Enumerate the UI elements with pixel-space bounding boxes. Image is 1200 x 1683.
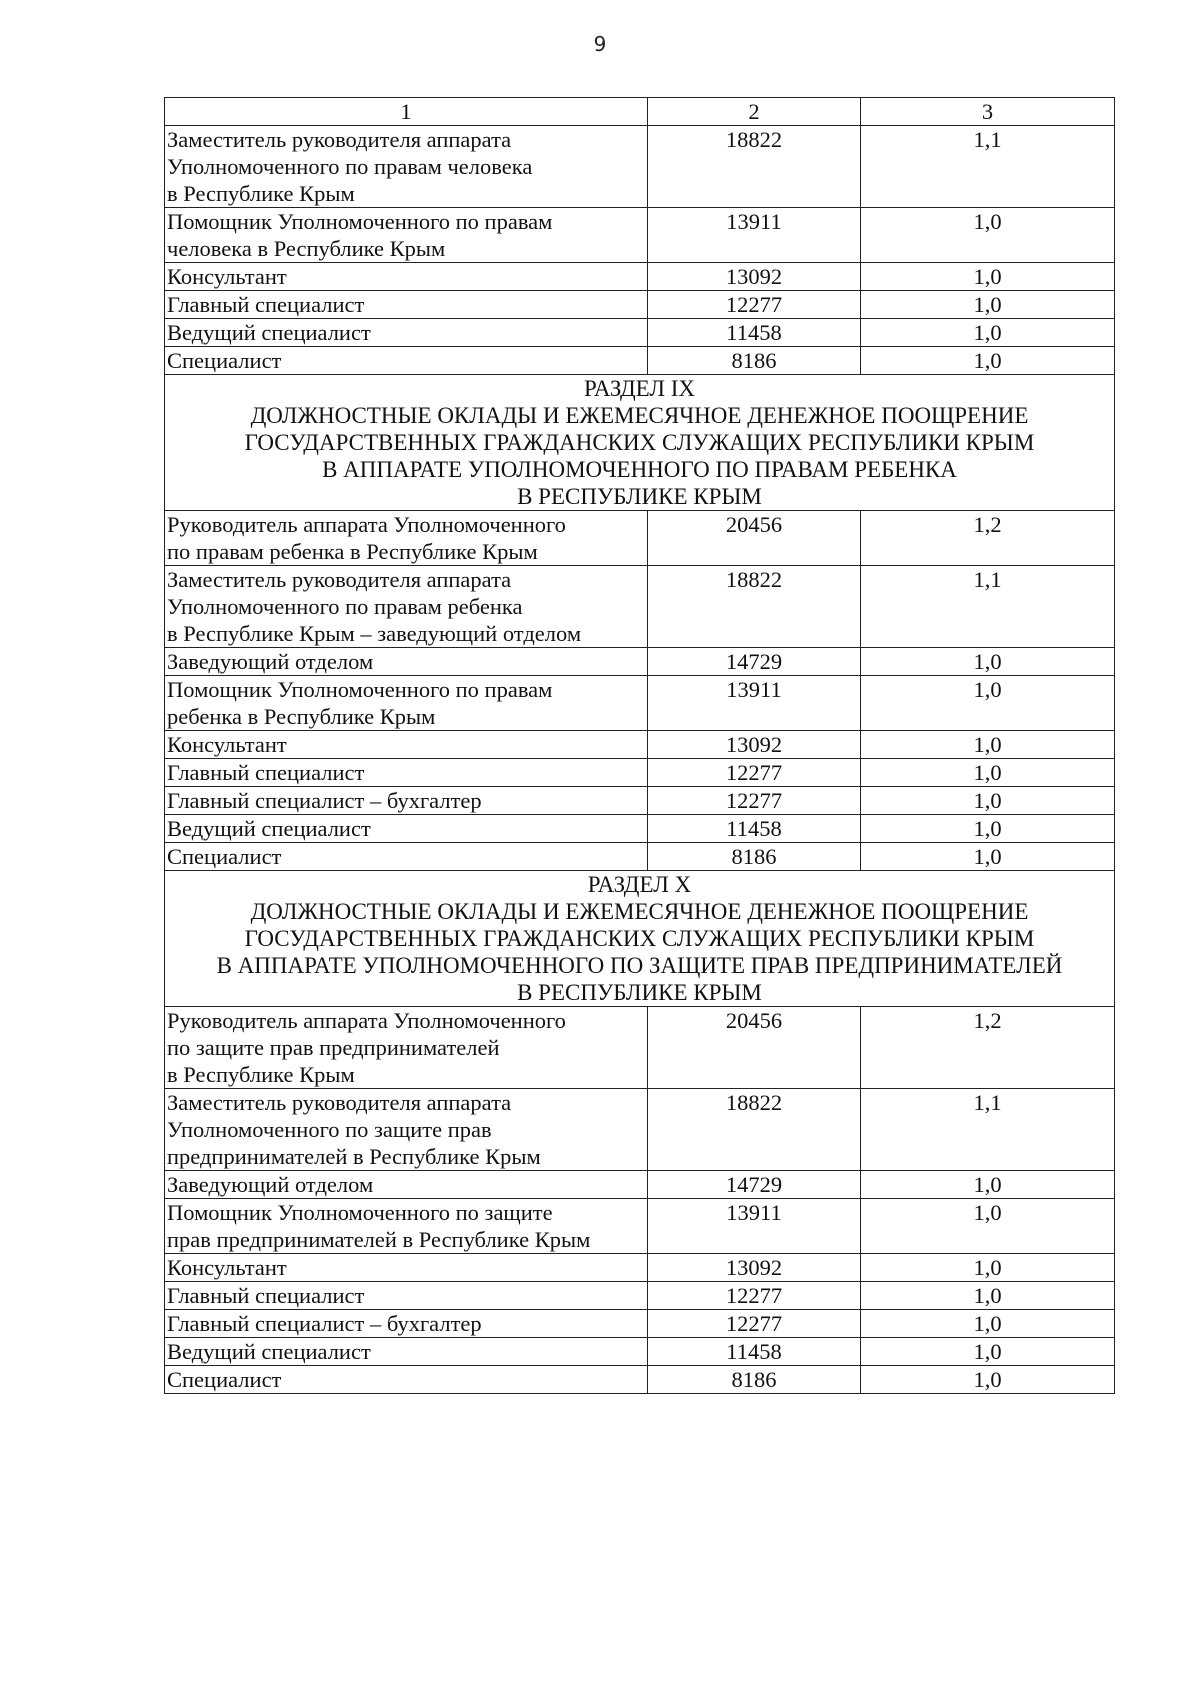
section-header-row — [165, 375, 1115, 511]
position-name-cell: Консультант — [165, 731, 648, 759]
coefficient-cell: 1,0 — [861, 1254, 1115, 1282]
position-name-cell: Специалист — [165, 843, 648, 871]
salary-cell: 8186 — [648, 843, 861, 871]
coefficient-cell: 1,0 — [861, 1171, 1115, 1199]
position-name-cell: Помощник Уполномоченного по правам человека в Республике Крым — [165, 208, 648, 263]
table-row — [165, 1338, 1115, 1366]
position-name-cell: Помощник Уполномоченного по защите прав предпринимателей в Республике Крым — [165, 1199, 648, 1254]
coefficient-cell: 1,0 — [861, 787, 1115, 815]
table-row — [165, 347, 1115, 375]
table-row — [165, 731, 1115, 759]
coefficient-cell: 1,0 — [861, 843, 1115, 871]
table-row — [165, 1089, 1115, 1171]
table-row — [165, 1171, 1115, 1199]
table-row — [165, 263, 1115, 291]
salary-cell: 14729 — [648, 648, 861, 676]
salary-cell: 18822 — [648, 126, 861, 208]
salary-cell: 13092 — [648, 731, 861, 759]
coefficient-cell: 1,0 — [861, 648, 1115, 676]
coefficient-cell: 1,1 — [861, 566, 1115, 648]
table-row — [165, 208, 1115, 263]
salary-cell: 18822 — [648, 1089, 861, 1171]
position-name-cell: Заведующий отделом — [165, 648, 648, 676]
table-row — [165, 815, 1115, 843]
table-row — [165, 126, 1115, 208]
position-name-cell: Главный специалист – бухгалтер — [165, 787, 648, 815]
coefficient-cell: 1,0 — [861, 347, 1115, 375]
table-row — [165, 1282, 1115, 1310]
salary-table — [164, 97, 1115, 1394]
table-row — [165, 759, 1115, 787]
salary-cell: 13911 — [648, 1199, 861, 1254]
coefficient-cell: 1,0 — [861, 1199, 1115, 1254]
table-row — [165, 1007, 1115, 1089]
section-title: РАЗДЕЛ IX ДОЛЖНОСТНЫЕ ОКЛАДЫ И ЕЖЕМЕСЯЧНОЕ ДЕНЕЖНОЕ ПООЩРЕНИЕ ГОСУДАРСТВЕННЫХ ГРАЖДАНСКИХ СЛУЖАЩИХ РЕСПУБЛИКИ КРЫМ В АППАРАТЕ УПОЛНОМОЧЕННОГО ПО ПРАВАМ РЕБЕНКА В РЕСПУБЛИКЕ КРЫМ — [165, 375, 1115, 511]
salary-cell: 11458 — [648, 319, 861, 347]
position-name-cell: Заместитель руководителя аппарата Уполномоченного по правам ребенка в Республике Крым – заведующий отделом — [165, 566, 648, 648]
coefficient-cell: 1,0 — [861, 208, 1115, 263]
section-title: РАЗДЕЛ X ДОЛЖНОСТНЫЕ ОКЛАДЫ И ЕЖЕМЕСЯЧНОЕ ДЕНЕЖНОЕ ПООЩРЕНИЕ ГОСУДАРСТВЕННЫХ ГРАЖДАНСКИХ СЛУЖАЩИХ РЕСПУБЛИКИ КРЫМ В АППАРАТЕ УПОЛНОМОЧЕННОГО ПО ЗАЩИТЕ ПРАВ ПРЕДПРИНИМАТЕЛЕЙ В РЕСПУБЛИКЕ КРЫМ — [165, 871, 1115, 1007]
position-name-cell: Консультант — [165, 263, 648, 291]
salary-cell: 13092 — [648, 1254, 861, 1282]
table-row — [165, 676, 1115, 731]
position-name-cell: Специалист — [165, 1366, 648, 1394]
salary-cell: 13911 — [648, 208, 861, 263]
position-name-cell: Консультант — [165, 1254, 648, 1282]
position-name-cell: Руководитель аппарата Уполномоченного по защите прав предпринимателей в Республике Крым — [165, 1007, 648, 1089]
coefficient-cell: 1,1 — [861, 126, 1115, 208]
salary-cell: 12277 — [648, 1282, 861, 1310]
salary-cell: 20456 — [648, 1007, 861, 1089]
salary-cell: 12277 — [648, 787, 861, 815]
position-name-cell: Главный специалист — [165, 1282, 648, 1310]
coefficient-cell: 1,0 — [861, 731, 1115, 759]
salary-cell: 18822 — [648, 566, 861, 648]
table-row — [165, 291, 1115, 319]
column-number-3: 3 — [861, 98, 1115, 126]
salary-cell: 8186 — [648, 1366, 861, 1394]
salary-table-body — [165, 98, 1115, 1394]
salary-cell: 20456 — [648, 511, 861, 566]
position-name-cell: Заместитель руководителя аппарата Уполномоченного по защите прав предпринимателей в Республике Крым — [165, 1089, 648, 1171]
salary-cell: 11458 — [648, 1338, 861, 1366]
coefficient-cell: 1,0 — [861, 319, 1115, 347]
column-number-1: 1 — [165, 98, 648, 126]
coefficient-cell: 1,0 — [861, 815, 1115, 843]
position-name-cell: Специалист — [165, 347, 648, 375]
table-row — [165, 319, 1115, 347]
table-row — [165, 1310, 1115, 1338]
position-name-cell: Заведующий отделом — [165, 1171, 648, 1199]
position-name-cell: Главный специалист — [165, 291, 648, 319]
position-name-cell: Ведущий специалист — [165, 815, 648, 843]
coefficient-cell: 1,0 — [861, 291, 1115, 319]
position-name-cell: Главный специалист – бухгалтер — [165, 1310, 648, 1338]
salary-cell: 13092 — [648, 263, 861, 291]
coefficient-cell: 1,0 — [861, 1282, 1115, 1310]
table-row — [165, 1366, 1115, 1394]
salary-cell: 14729 — [648, 1171, 861, 1199]
table-row — [165, 1199, 1115, 1254]
coefficient-cell: 1,0 — [861, 676, 1115, 731]
coefficient-cell: 1,0 — [861, 759, 1115, 787]
coefficient-cell: 1,0 — [861, 1310, 1115, 1338]
position-name-cell: Ведущий специалист — [165, 1338, 648, 1366]
salary-cell: 11458 — [648, 815, 861, 843]
coefficient-cell: 1,2 — [861, 1007, 1115, 1089]
table-row — [165, 1254, 1115, 1282]
section-header-row — [165, 871, 1115, 1007]
column-number-2: 2 — [648, 98, 861, 126]
coefficient-cell: 1,0 — [861, 1366, 1115, 1394]
position-name-cell: Главный специалист — [165, 759, 648, 787]
coefficient-cell: 1,1 — [861, 1089, 1115, 1171]
position-name-cell: Ведущий специалист — [165, 319, 648, 347]
column-number-header — [165, 98, 1115, 126]
salary-cell: 12277 — [648, 291, 861, 319]
salary-cell: 8186 — [648, 347, 861, 375]
table-row — [165, 843, 1115, 871]
position-name-cell: Помощник Уполномоченного по правам ребенка в Республике Крым — [165, 676, 648, 731]
coefficient-cell: 1,0 — [861, 263, 1115, 291]
position-name-cell: Руководитель аппарата Уполномоченного по правам ребенка в Республике Крым — [165, 511, 648, 566]
coefficient-cell: 1,2 — [861, 511, 1115, 566]
position-name-cell: Заместитель руководителя аппарата Уполномоченного по правам человека в Республике Крым — [165, 126, 648, 208]
salary-cell: 13911 — [648, 676, 861, 731]
salary-cell: 12277 — [648, 759, 861, 787]
page-number: 9 — [593, 32, 607, 56]
table-row — [165, 511, 1115, 566]
table-row — [165, 787, 1115, 815]
table-row — [165, 648, 1115, 676]
salary-cell: 12277 — [648, 1310, 861, 1338]
coefficient-cell: 1,0 — [861, 1338, 1115, 1366]
table-row — [165, 566, 1115, 648]
